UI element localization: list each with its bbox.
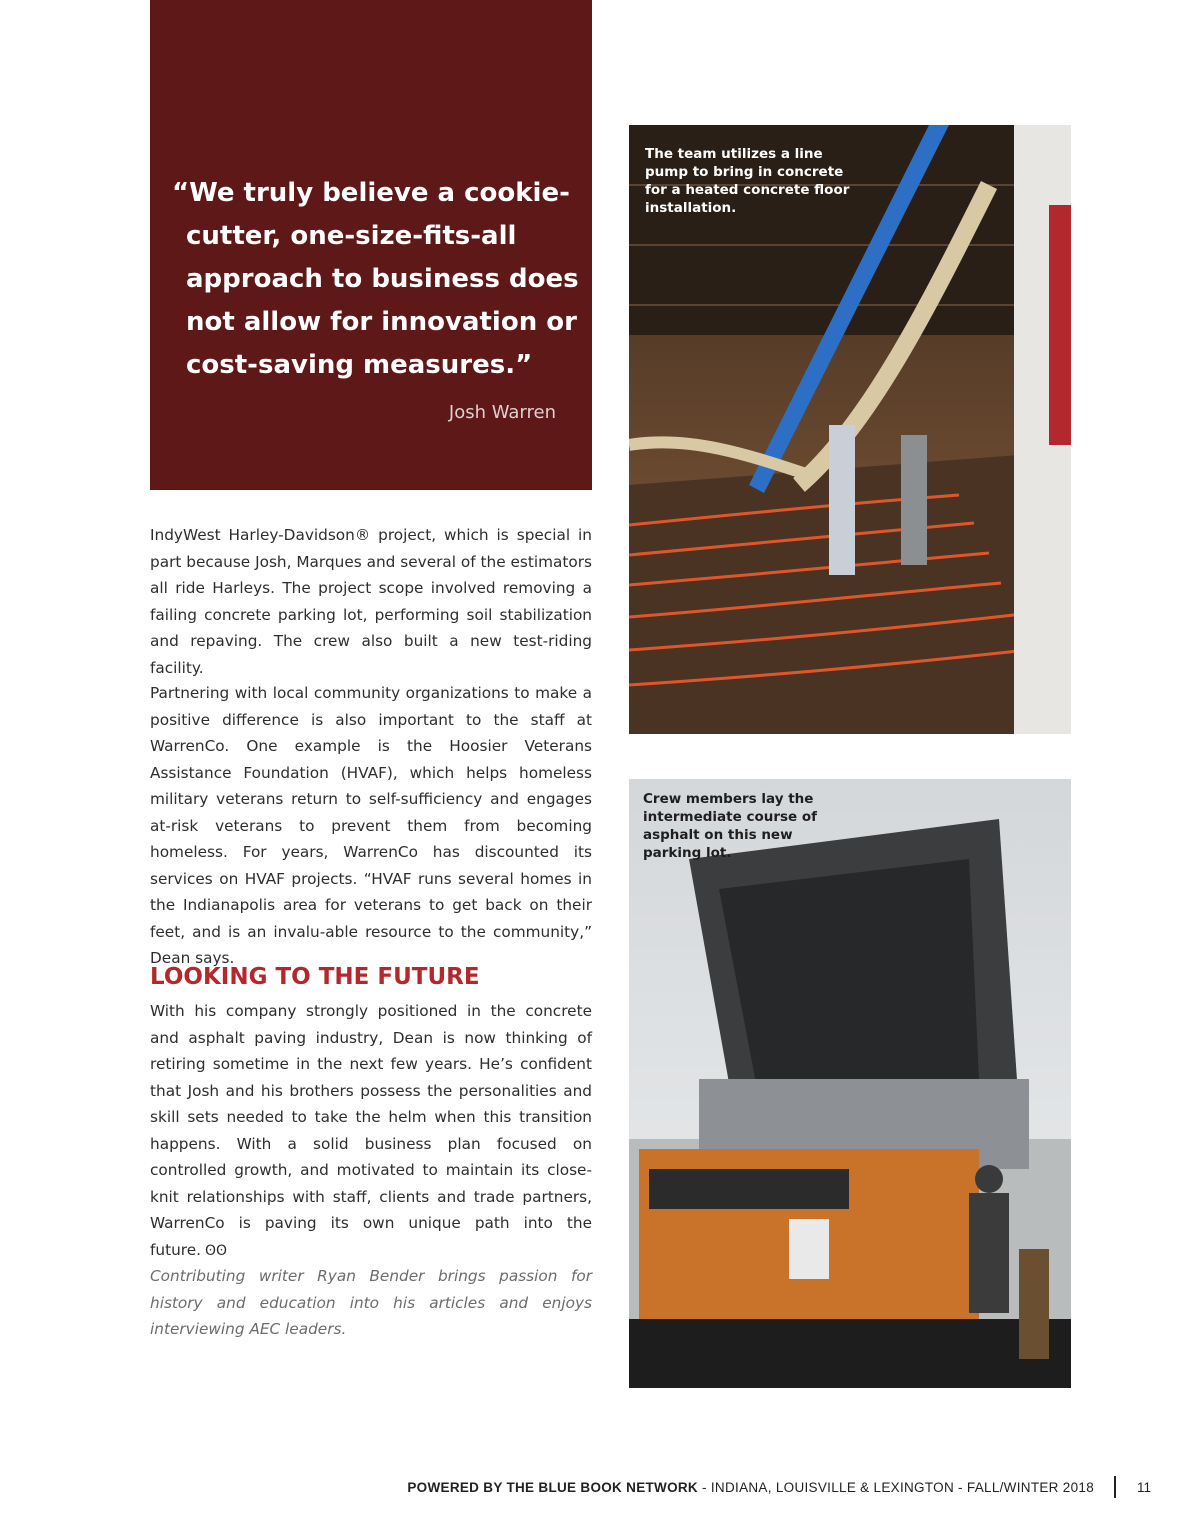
article-paragraph-2: Partnering with local community organizations to make a positive difference is also important to the staff at WarrenCo. One example is the Hoosier Veterans Assistance Foundation (HVAF), which helps homeless military veterans return to self-sufficiency and engages at-risk veterans to prevent them from becoming homeless. For years, WarrenCo has discounted its services on HVAF projects. “HVAF runs several homes in the Indianapolis area for veterans to get back on their feet, and is an invalu-able resource to the community,” Dean says.	[150, 684, 592, 967]
asphalt-paving-illustration	[629, 779, 1071, 1388]
page-number: 11	[1137, 1480, 1152, 1495]
article-paragraph-3-text: With his company strongly positioned in the concrete and asphalt paving industry, Dean is now thinking of retiring sometime in the next few years. He’s confident that Josh and his brothers possess the personalities and skill sets needed to take the helm when this transition happens. With a solid business plan focused on controlled growth, and motivated to maintain its close-knit relationships with staff, clients and trade partners, WarrenCo is paving its own unique path into the future.	[150, 1002, 592, 1259]
owl-end-mark-icon: ʘʘ	[205, 1242, 228, 1259]
pull-quote-author: Josh Warren	[448, 402, 556, 423]
footer-brand: POWERED BY THE BLUE BOOK NETWORK	[407, 1480, 698, 1495]
page-footer	[407, 1480, 1094, 1495]
article-paragraph-3	[150, 998, 592, 1264]
photo-asphalt-paving	[629, 779, 1071, 1388]
photo-caption-2: Crew members lay the intermediate course of asphalt on this new parking lot.	[643, 791, 818, 861]
footer-edition: - INDIANA, LOUISVILLE & LEXINGTON - FALL/WINTER 2018	[697, 1480, 1094, 1495]
photo-caption-1: The team utilizes a line pump to bring in concrete for a heated concrete floor installation.	[645, 146, 850, 216]
article-paragraph-1: IndyWest Harley-Davidson® project, which is special in part because Josh, Marques and several of the estimators all ride Harleys. The project scope involved removing a failing concrete parking lot, performing soil stabilization and repaving. The crew also built a new test-riding facility.	[150, 526, 592, 677]
author-bio: Contributing writer Ryan Bender brings passion for history and education into his articles and enjoys interviewing AEC leaders.	[150, 1267, 592, 1338]
photo-concrete-pump	[629, 125, 1071, 734]
footer-divider	[1114, 1476, 1116, 1498]
pull-quote-box	[150, 0, 592, 490]
pull-quote-text: “We truly believe a cookie-cutter, one-size-fits-all approach to business does not allow for innovation or cost-saving measures.”	[172, 178, 579, 380]
section-heading: LOOKING TO THE FUTURE	[150, 964, 480, 990]
